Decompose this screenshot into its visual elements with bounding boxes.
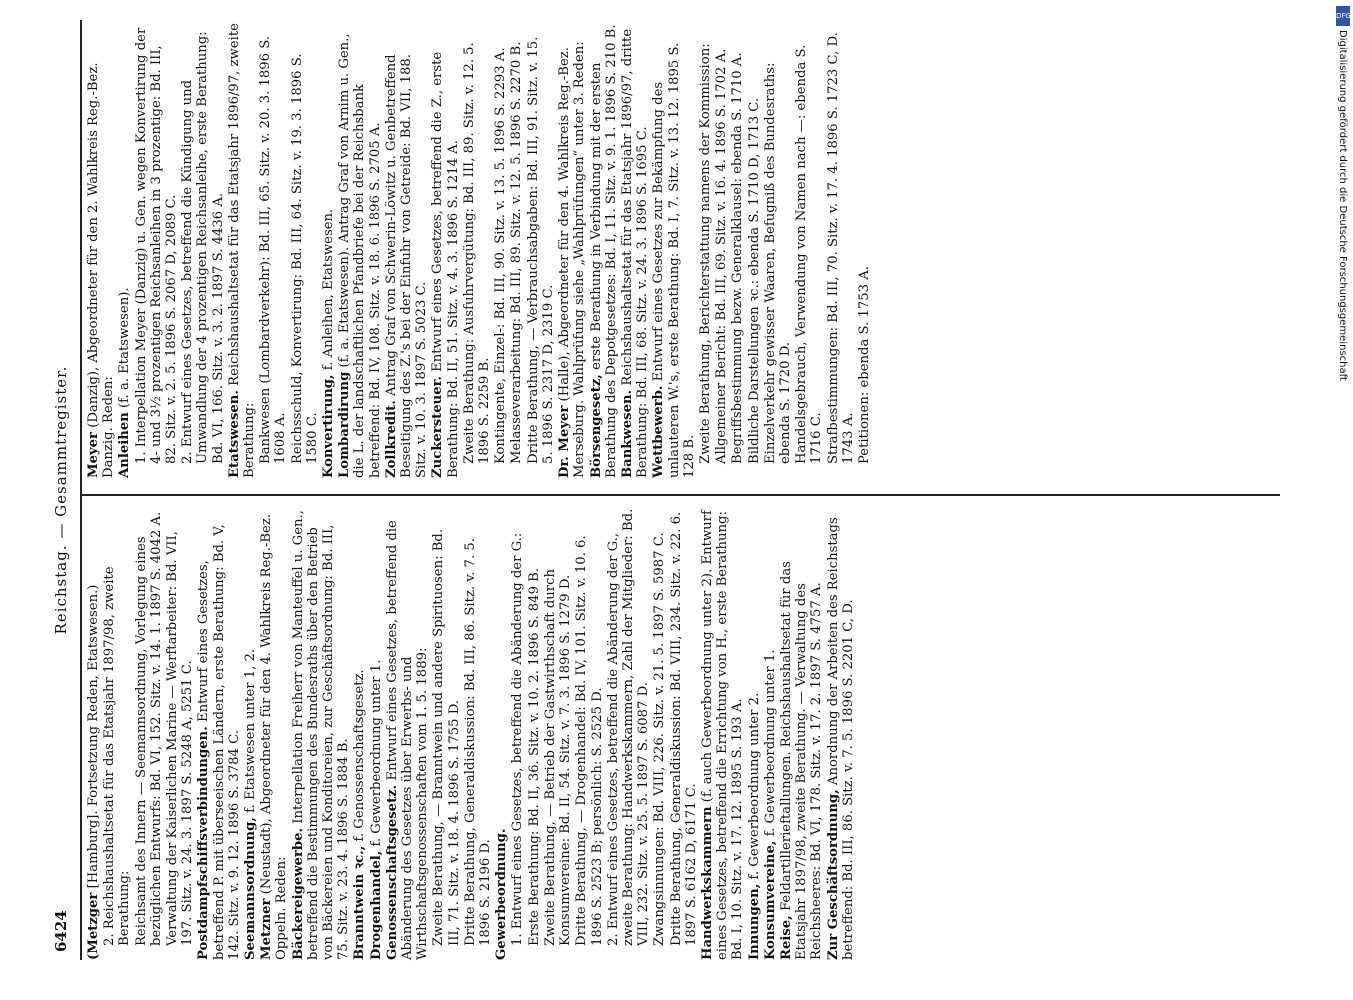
entry-keyword: Lombardirung: [337, 371, 353, 478]
side-note: [1334, 30, 1352, 980]
register-entry: [714, 23, 729, 464]
register-entry: [337, 23, 383, 478]
entry-keyword: (Metzger: [86, 892, 101, 960]
register-entry: [102, 505, 132, 946]
entry-text: Interpellation Freiherr von Manteuffel u. Gen., betreffend die Bestimmungen des Bundesraths über den Betrieb von Bäckereien und Konditoreien, zur Geschäftsordnung: Bd. III, 75. Sitz. v. 23. 4. 1896 S. 1884 B.: [290, 510, 352, 960]
entry-keyword: Innungen,: [746, 883, 762, 960]
register-entry: [352, 505, 367, 960]
register-entry: [826, 23, 856, 464]
column-divider: [80, 494, 1280, 496]
entry-text: Kontingente, Einzel-: Bd. III, 90. Sitz. v. 13. 5. 1896 S. 2293 A.: [493, 47, 509, 464]
entry-text: f. Anleihen, Etatswesen.: [321, 208, 337, 371]
register-entry: [134, 23, 180, 464]
left-column: [86, 505, 857, 960]
register-entry: [779, 505, 825, 960]
entry-text: (Neustadt), Abgeordneter für den 4. Wahlkreis Reg.-Bez. Oppeln. Reden:: [259, 514, 290, 960]
entry-text: Melasseverarbeitung: Bd. III, 89. Sitz. v. 12. 5. 1896 S. 2270 B.: [509, 41, 525, 464]
register-entry: [747, 23, 762, 464]
register-entry: [86, 23, 116, 478]
entry-text: f. Gewerbeordnung unter 2.: [746, 692, 762, 880]
entry-keyword: Gewerbeordnung.: [494, 828, 510, 960]
register-entry: [669, 505, 699, 946]
entry-text: Anordnung der Arbeiten des Reichstags betreffend: Bd. III, 86. Sitz. v. 7. 5. 1896 S. 2201 C, D.: [825, 517, 856, 960]
page-number: 6424: [52, 910, 70, 952]
entry-text: f. Genossenschaftsgesetz.: [352, 669, 368, 842]
entry-text: Reichsamt des Innern — Seemannsordnung, Vorlegung eines bezüglichen Entwurfs: Bd. VI, 152. Sitz. v. 14. 1. 1897 S. 4042 A.: [133, 511, 164, 946]
entry-text: 2. Entwurf eines Gesetzes, betreffend die Kündigung und Umwandlung der 4 prozentigen Reichsanleihe, erste Berathung: Bd. VI, 166. Sitz. v. 3. 2. 1897 S. 4436 A.: [180, 31, 226, 464]
register-entry: [763, 23, 793, 464]
entry-keyword: Dr. Meyer: [557, 405, 573, 478]
entry-text: Allgemeiner Bericht: Bd. III, 69. Sitz. v. 16. 4. 1896 S. 1702 A.: [714, 48, 730, 464]
entry-keyword: Zuckersteuer.: [430, 376, 446, 478]
register-entry: [117, 23, 132, 478]
entry-keyword: Börsengesetz,: [588, 374, 604, 478]
register-entry: [620, 23, 650, 478]
entry-text: [Hamburg]. Fortsetzung Reden, Etatswesen.): [86, 584, 101, 889]
register-entry: [291, 505, 352, 960]
entry-text: 2. Reichshaushaltsetat für das Etatsjahr 1897/98, zweite Berathung:: [102, 566, 133, 946]
register-entry: [526, 23, 556, 464]
entry-text: Handelsgebrauch, Verwendung von Namen nach —: ebenda S. 1716 C.: [794, 44, 825, 464]
entry-text: Reichshaushaltsetat für das Etatsjahr 1896/97, zweite Berathung:: [226, 23, 258, 478]
entry-text: (f. a. Etatswesen).: [117, 287, 133, 408]
entry-text: Reichshaushaltsetat für das Etatsjahr 1896/97, dritte Berathung: Bd. III, 68. Sitz. v. 24. 3. 1896 S. 1695 C.: [619, 28, 651, 478]
entry-text: Verwaltung der Kaiserlichen Marine — Werftarbeiter: Bd. VII, 197. Sitz. v. 24. 3. 1897 S. 5248 A, 5251 C.: [165, 531, 196, 946]
register-entry: [369, 505, 384, 960]
entry-keyword: Zollkredit.: [383, 400, 399, 478]
register-entry: [763, 505, 778, 960]
register-entry: [462, 23, 492, 464]
register-entry: [606, 505, 652, 946]
entry-text: f. Gewerbeordnung unter 1.: [368, 659, 384, 847]
register-entry: [431, 505, 461, 946]
register-entry: [384, 23, 430, 478]
register-entry: [259, 505, 289, 960]
register-entry: [243, 505, 258, 960]
register-entry: [698, 23, 713, 464]
entry-text: f. Etatswesen unter 1, 2.: [243, 648, 259, 813]
entry-text: Reichsschuld, Konvertirung: Bd. III, 64. Sitz. v. 19. 3. 1896 S. 1580 C.: [289, 53, 320, 464]
entry-text: (Danzig), Abgeordneter für den 2. Wahlkreis Reg.-Bez. Danzig. Reden:: [86, 62, 117, 478]
register-entry: [430, 23, 460, 478]
entry-keyword: Drogenhandel,: [368, 850, 384, 960]
register-entry: [826, 505, 856, 960]
entry-keyword: Etatswesen.: [226, 390, 242, 478]
funding-note: Digitalisierung gefördert durch die Deutsche Forschungsgemeinschaft: [1337, 30, 1348, 381]
entry-text: Entwurf eines Gesetzes, betreffend die Abänderung des Gesetzes über Erwerbs- und Wirthschaftsgenossenschaften vom 1. 5. 1889:: [384, 520, 431, 960]
entry-keyword: Anleihen: [117, 412, 133, 478]
register-entry: [134, 505, 164, 946]
entry-keyword: Meyer: [86, 432, 101, 478]
running-title: Reichstag. — Gesammtregister.: [52, 365, 70, 635]
entry-text: Dritte Berathung, — Verbrauchsabgaben: Bd. III, 91. Sitz. v. 15. 5. 1896 S. 2317 D, 2319 C.: [525, 36, 556, 464]
entry-text: 2. Entwurf eines Gesetzes, betreffend die Abänderung der G., zweite Berathung: Handwerkskammern, Zahl der Mitglieder: Bd. VIII, 232. Sitz. v. 25. 5. 1897 S. 6087 D.: [605, 508, 652, 946]
register-entry: [180, 23, 226, 464]
register-entry: [589, 23, 619, 478]
entry-text: Dritte Berathung, — Drogenhandel: Bd. IV, 101. Sitz. v. 10. 6. 1896 S. 2523 B; persönlich: S. 2525 D.: [574, 535, 605, 946]
entry-text: Antrag Graf von Schwerin-Löwitz u. Genbetreffend Beseitigung des Z.'s bei der Einfuhr von Getreide: Bd. VII, 188. Sitz. v. 10. 3. 1897 S. 5023 C.: [383, 53, 430, 478]
entry-text: Bildliche Darstellungen ꝛc.: ebenda S. 1710 D, 1713 C.: [746, 97, 762, 464]
entry-text: Zweite Berathung: Ausfuhrvergütung: Bd. III, 89. Sitz. v. 12. 5. 1896 S. 2259 B.: [461, 42, 493, 464]
entry-keyword: Wettbewerb.: [651, 385, 667, 478]
entry-keyword: Branntwein ꝛc.,: [352, 845, 368, 960]
entry-text: (f. auch Gewerbeordnung unter 2). Entwurf eines Gesetzes, betreffend die Errichtung von H., erste Berathung: Bd. I, 10. Sitz. v. 17. 12. 1895 S. 193 A.: [699, 510, 746, 960]
register-entry: [730, 23, 745, 464]
register-entry: [527, 505, 542, 946]
entry-text: (f. a. Etatswesen). Antrag Graf von Arnim u. Gen., die L. der landschaftlichen Pfandbriefe bei der Reichsbank betreffend: Bd. IV, 108. Sitz. v. 18. 6. 1896 S. 2705 A.: [337, 33, 383, 478]
entry-text: 1. Interpellation Meyer (Danzig) u. Gen. wegen Konvertirung der 4- und 3½ prozentigen Reichsanleihen in 3 prozentige: Bd. III, 82. Sitz. v. 2. 5. 1896 S. 2067 D, 2089 C.: [133, 27, 180, 464]
register-entry: [227, 23, 257, 478]
entry-text: Erste Berathung: Bd. II, 36. Sitz. v. 10. 2. 1896 S. 849 B.: [526, 567, 542, 946]
register-entry: [857, 23, 872, 464]
entry-text: Begriffsbestimmung bezw. Generalklausel: ebenda S. 1710 A.: [730, 52, 746, 464]
entry-text: Entwurf eines Gesetzes, betreffend die Z., erste Berathung: Bd. II, 51. Sitz. v. 4. 3. 1896 S. 1214 A.: [430, 51, 461, 478]
entry-text: Petitionen: ebenda S. 1753 A.: [856, 266, 872, 464]
entry-keyword: Bäckereigewerbe.: [290, 827, 306, 960]
entry-keyword: Konsumvereine,: [762, 840, 778, 960]
entry-keyword: Handwerkskammern: [699, 806, 715, 960]
entry-text: Zweite Berathung, — Betrieb der Gastwirthschaft durch Konsumvereine: Bd. II, 54. Sitz. v. 7. 3. 1896 S. 1279 D.: [542, 569, 574, 946]
entry-keyword: Konvertirung,: [321, 374, 337, 478]
entry-text: f. Gewerbeordnung unter 1.: [762, 649, 778, 837]
register-entry: [509, 23, 524, 464]
entry-text: erste Berathung in Verbindung mit der ersten Berathung des Depotgesetzes: Bd. I, 11. Sitz. v. 9. 1. 1896 S. 210 B.: [588, 24, 619, 478]
register-entry: [651, 23, 697, 478]
entry-text: Entwurf eines Gesetzes zur Bekämpfung des unlauteren W.'s, erste Berathung: Bd. I, 7. Sitz. v. 13. 12. 1895 S. 128 B.: [651, 42, 697, 478]
register-entry: [494, 505, 509, 960]
entry-keyword: Bankwesen.: [619, 389, 635, 478]
entry-text: Zweite Berathung, — Branntwein und andere Spirituosen: Bd. III, 71. Sitz. v. 18. 4. 1896 S. 1755 D.: [431, 528, 462, 946]
entry-text: Feldartillerieftallungen. Reichshaushaltsetat für das Etatsjahr 1897/98, zweite Berathung. — Verwaltung des Reichsheeres: Bd. VI, 178. Sitz. v. 17. 2. 1897 S. 4757 A.: [778, 561, 825, 960]
entry-keyword: Postdampfschiffsverbindungen.: [196, 726, 212, 960]
register-entry: [165, 505, 195, 946]
register-entry: [543, 505, 573, 946]
entry-keyword: Reise,: [778, 915, 794, 960]
entry-text: Einzelverkehr gewisser Waaren, Befugniß des Bundesraths: ebenda S. 1720 D.: [762, 62, 793, 464]
register-entry: [652, 505, 667, 946]
entry-text: Dritte Berathung, Generaldiskussion: Bd. III, 86. Sitz. v. 7. 5. 1896 S. 2196 D.: [462, 538, 494, 946]
register-entry: [196, 505, 242, 960]
register-entry: [321, 23, 336, 478]
entry-text: Zweite Berathung, Berichterstattung namens der Kommission:: [697, 43, 713, 464]
entry-keyword: Genossenschaftsgesetz.: [384, 784, 400, 960]
register-entry: [557, 23, 587, 478]
right-column: [86, 23, 873, 478]
dfg-logo: DFG: [1336, 6, 1350, 26]
register-entry: [794, 23, 824, 464]
register-entry: [747, 505, 762, 960]
register-entry: [493, 23, 508, 464]
entry-text: Entwurf eines Gesetzes, betreffend P. mit überseeischen Ländern, erste Berathung: Bd. V, 142. Sitz. v. 9. 12. 1896 S. 3784 C.: [196, 524, 242, 960]
entry-text: Dritte Berathung, Generaldiskussion: Bd. VIII, 234. Sitz. v. 22. 6. 1897 S. 6162 D, 6171 C.: [668, 511, 699, 946]
register-entry: [86, 505, 101, 960]
register-entry: [385, 505, 431, 960]
entry-keyword: Metzner: [259, 898, 275, 960]
header-rule: [80, 20, 82, 960]
register-entry: [574, 505, 604, 946]
page-header: [52, 0, 76, 1000]
entry-keyword: Zur Geschäftsordnung,: [825, 789, 841, 960]
entry-text: Zwangsinnungen: Bd. VIII, 226. Sitz. v. 21. 5. 1897 S. 5987 C.: [652, 532, 668, 946]
entry-keyword: Seemannsordnung,: [243, 817, 259, 960]
register-entry: [510, 505, 525, 946]
register-entry: [700, 505, 746, 960]
register-entry: [463, 505, 493, 946]
entry-text: Strafbestimmungen: Bd. III, 70. Sitz. v. 17. 4. 1896 S. 1723 C, D. 1743 A.: [825, 32, 856, 464]
register-entry: [258, 23, 288, 464]
entry-text: 1. Entwurf eines Gesetzes, betreffend die Abänderung der G.:: [510, 532, 526, 946]
register-entry: [290, 23, 320, 464]
entry-text: (Halle), Abgeordneter für den 4. Wahlkreis Reg.-Bez. Merseburg. Wahlprüfung siehe „Wahlprüfungen“ unter 3. Reden:: [557, 41, 588, 478]
entry-text: Bankwesen (Lombardverkehr): Bd. III, 65. Sitz. v. 20. 3. 1896 S. 1608 A.: [258, 35, 289, 464]
